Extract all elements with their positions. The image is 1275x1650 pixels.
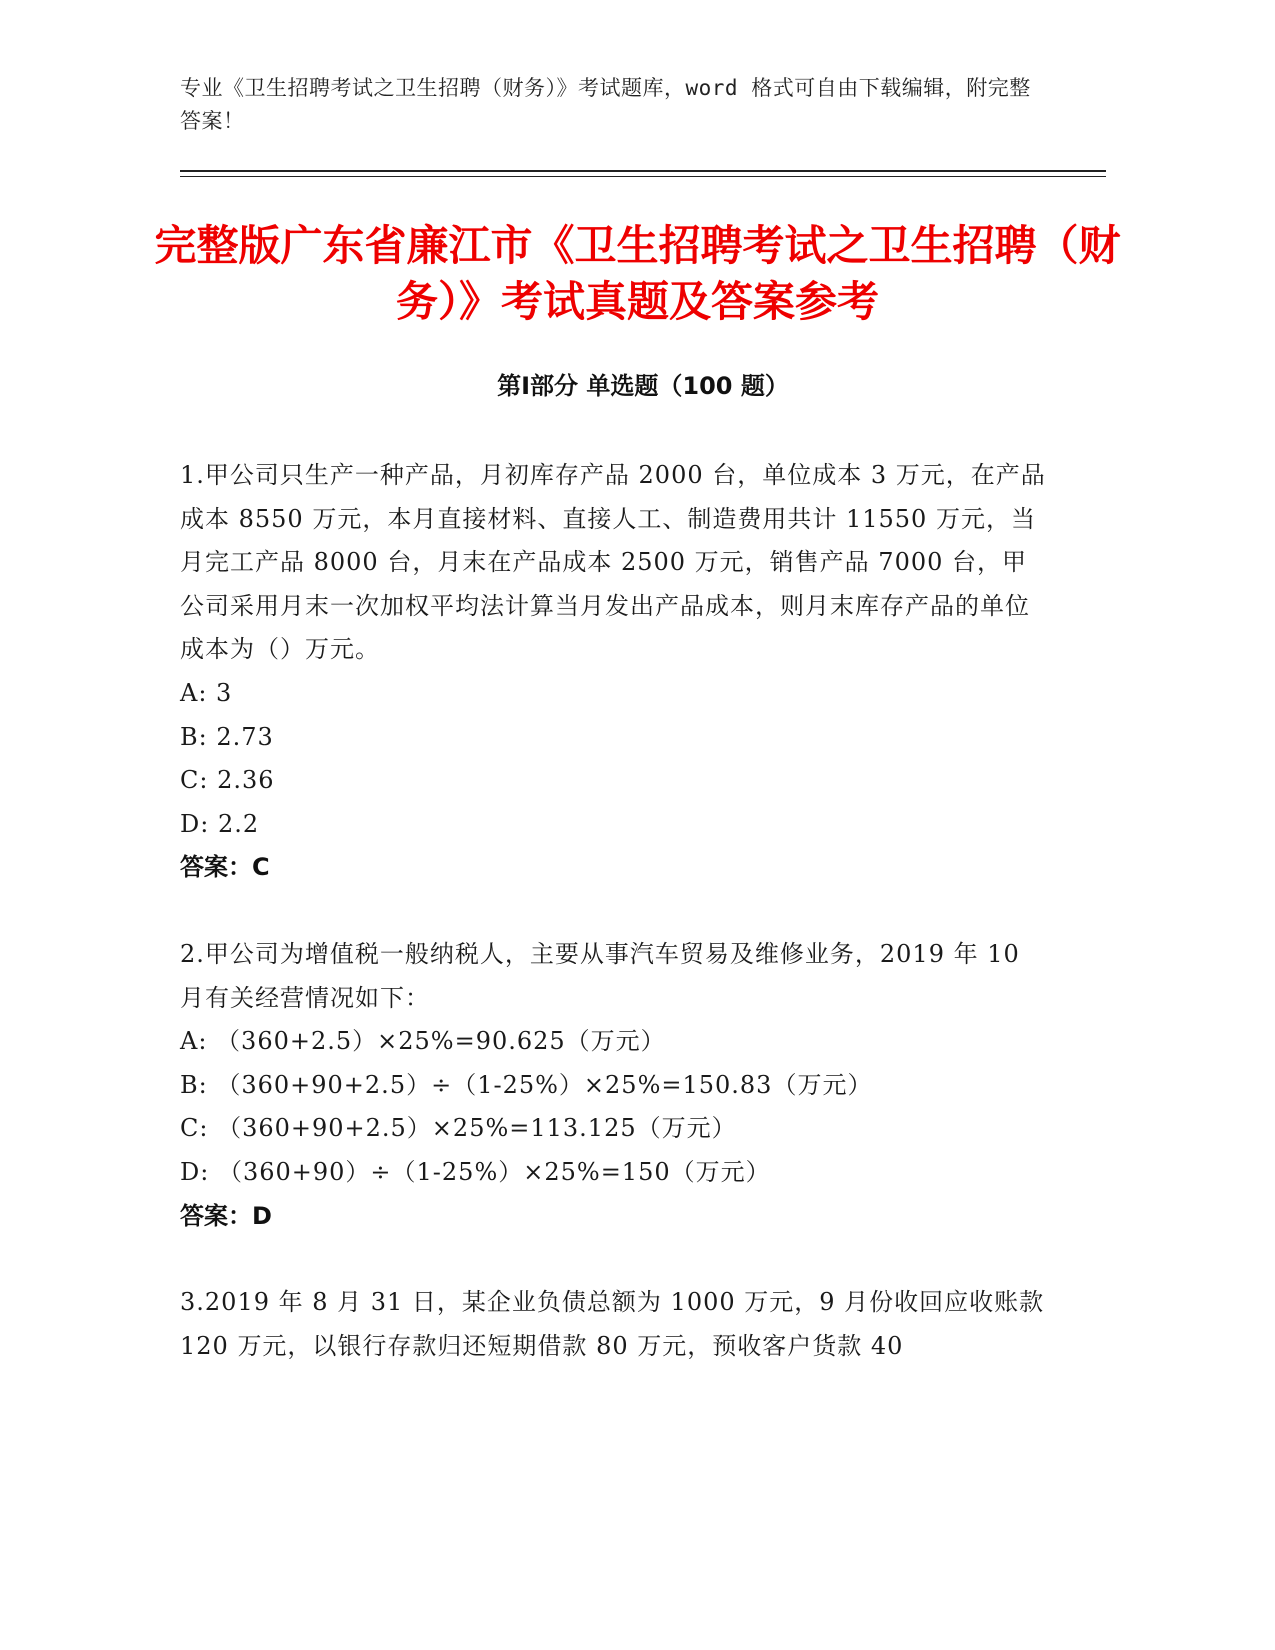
answer: 答案：C (180, 853, 270, 882)
option-b: B: （360+90+2.5）÷（1-25%）×25%=150.83（万元） (180, 1070, 873, 1099)
option-a: A: 3 (180, 678, 233, 707)
option-d: D: 2.2 (180, 809, 260, 838)
question-2 (180, 933, 1050, 1238)
header-divider-thin (180, 176, 1106, 177)
question-list (180, 454, 1050, 1411)
question-1 (180, 454, 1050, 890)
option-b: B: 2.73 (180, 722, 274, 751)
option-c: C: （360+90+2.5）×25%=113.125（万元） (180, 1114, 737, 1143)
option-a: A: （360+2.5）×25%=90.625（万元） (180, 1027, 666, 1056)
question-3 (180, 1281, 1050, 1368)
option-d: D: （360+90）÷（1-25%）×25%=150（万元） (180, 1157, 771, 1186)
question-text: 1.甲公司只生产一种产品，月初库存产品 2000 台，单位成本 3 万元，在产品成本 8550 万元，本月直接材料、直接人工、制造费用共计 11550 万元，当月完工产品 8000 台，月末在产品成本 2500 万元，销售产品 7000 台，甲公司采用月末一次加权平均法计算当月发出产品成本，则月末库存产品的单位成本为（）万元。 (180, 461, 1046, 664)
document-title: 完整版广东省廉江市《卫生招聘考试之卫生招聘（财务）》考试真题及答案参考 (154, 221, 1121, 326)
header-divider-thick (180, 170, 1106, 172)
option-c: C: 2.36 (180, 766, 275, 795)
header-note: 专业《卫生招聘考试之卫生招聘（财务）》考试题库，word 格式可自由下载编辑，附完整答案！ (180, 76, 1031, 133)
section-title: 第Ⅰ部分 单选题（100 题） (497, 372, 789, 400)
answer: 答案：D (180, 1201, 272, 1230)
question-text: 3.2019 年 8 月 31 日，某企业负债总额为 1000 万元，9 月份收回应收账款 120 万元，以银行存款归还短期借款 80 万元，预收客户货款 40 (180, 1288, 1045, 1360)
question-text: 2.甲公司为增值税一般纳税人，主要从事汽车贸易及维修业务，2019 年 10 月有关经营情况如下： (180, 939, 1020, 1012)
